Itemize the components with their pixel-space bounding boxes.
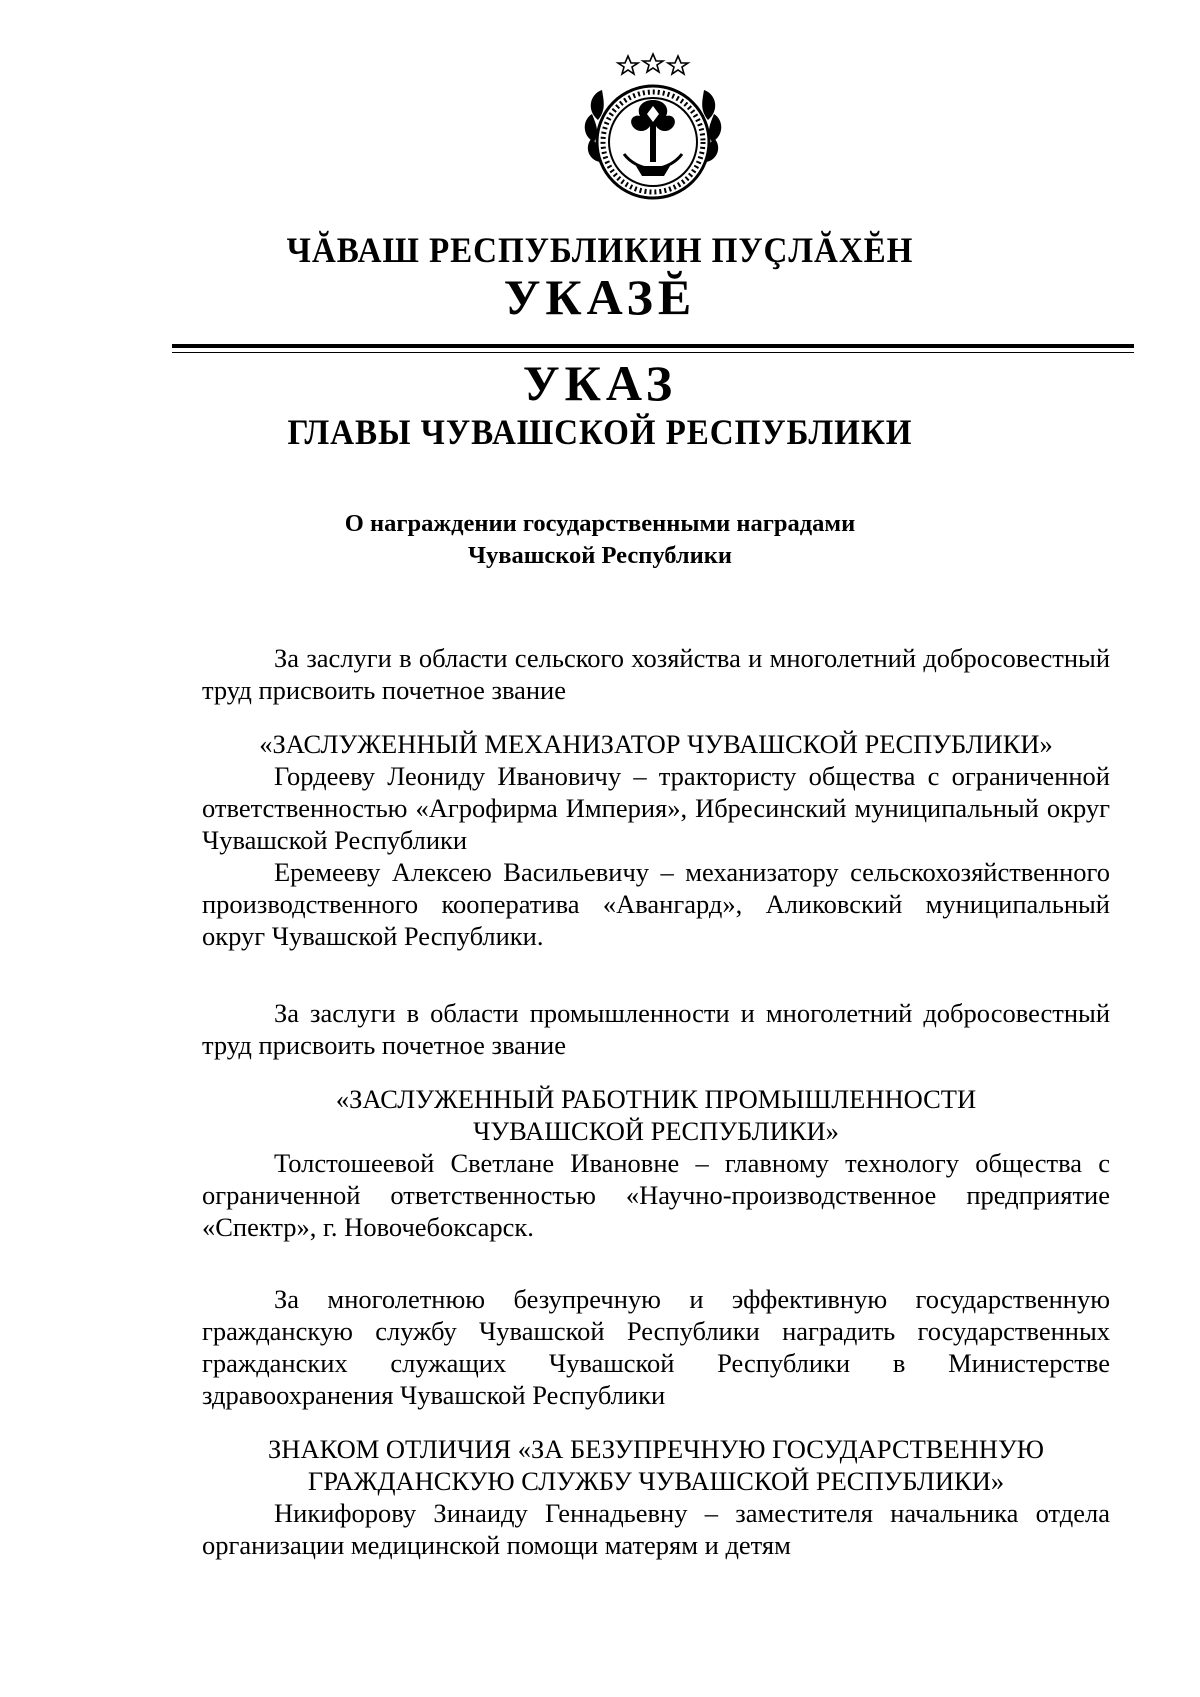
- section-intro: За многолетнюю безупречную и эффективную государственную гражданскую службу Чувашской Республики наградить государственных гражданских служащих Чувашской Республики в Министерстве здравоохранения Чувашской Республики: [202, 1284, 1110, 1410]
- award-title-line-1: «ЗАСЛУЖЕННЫЙ РАБОТНИК ПРОМЫШЛЕННОСТИ: [335, 1084, 977, 1114]
- decree-title-line-1: О награждении государственными наградами: [344, 510, 856, 537]
- recipient-entry: Толстошеевой Светлане Ивановне – главному технологу общества с ограниченной ответственностью «Научно-производственное предприятие «Спектр», г. Новочебоксарск.: [202, 1148, 1110, 1242]
- header-divider-thick: [172, 344, 1134, 348]
- section-intro: За заслуги в области промышленности и многолетний добросовестный труд присвоить почетное звание: [202, 998, 1110, 1060]
- recipient-entry: Еремееву Алексею Васильевичу – механизатору сельскохозяйственного производственного кооператива «Авангард», Аликовский муниципальный округ Чувашской Республики.: [202, 857, 1110, 951]
- header-chuvash-line: ЧĂВАШ РЕСПУБЛИКИН ПУÇЛĂХĔН: [286, 230, 914, 270]
- section-industry: [202, 997, 1110, 1243]
- recipient-entry: Гордееву Леониду Ивановичу – трактористу общества с ограниченной ответственностью «Агрофирма Империя», Ибресинский муниципальный округ Чувашской Республики: [202, 761, 1110, 855]
- section-intro: За заслуги в области сельского хозяйства и многолетний добросовестный труд присвоить почетное звание: [202, 643, 1110, 705]
- award-title: «ЗАСЛУЖЕННЫЙ МЕХАНИЗАТОР ЧУВАШСКОЙ РЕСПУБЛИКИ»: [259, 729, 1053, 759]
- award-title-line-2: ГРАЖДАНСКУЮ СЛУЖБУ ЧУВАШСКОЙ РЕСПУБЛИКИ»: [307, 1466, 1005, 1496]
- header-russian-decree: УКАЗ: [522, 355, 678, 411]
- header-russian-line: ГЛАВЫ ЧУВАШСКОЙ РЕСПУБЛИКИ: [287, 412, 913, 452]
- award-title-line-1: ЗНАКОМ ОТЛИЧИЯ «ЗА БЕЗУПРЕЧНУЮ ГОСУДАРСТВЕННУЮ: [268, 1434, 1044, 1464]
- section-agriculture: [202, 642, 1110, 952]
- header-divider-thin: [172, 352, 1134, 353]
- recipient-entry: Никифорову Зинаиду Геннадьевну – заместителя начальника отдела организации медицинской помощи матерям и детям: [202, 1498, 1110, 1560]
- award-title-line-2: ЧУВАШСКОЙ РЕСПУБЛИКИ»: [473, 1116, 839, 1146]
- decree-title-line-2: Чувашской Республики: [467, 542, 733, 569]
- decree-title: [0, 508, 1200, 572]
- coat-of-arms-emblem: [576, 50, 730, 204]
- section-civil-service: [202, 1283, 1110, 1561]
- header-chuvash-decree: УКАЗĔ: [503, 269, 697, 325]
